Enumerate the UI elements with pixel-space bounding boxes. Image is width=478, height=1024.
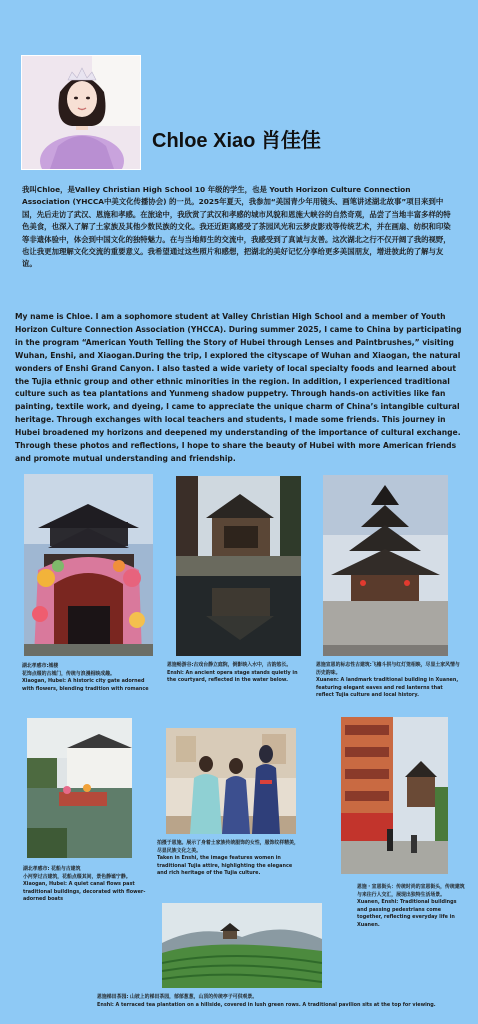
caption-tea-plantation: [97, 994, 437, 1009]
tujia-women-image: [166, 728, 296, 834]
caption-xuanen-street: [357, 884, 465, 930]
portrait-icon: [22, 56, 140, 169]
caption-en: Xiaogan, Hubei: A quiet canal flows past traditional buildings, decorated with flower-adorned boats: [23, 881, 146, 903]
caption-cn-2: 花饰点缀的古城门，传统与浪漫相映成趣。: [22, 670, 115, 677]
caption-en: Taken in Enshi, the image features women in traditional Tujia attire, highlighting the elegance and rich heritage of the Tujia culture.: [157, 855, 293, 877]
profile-photo: [21, 55, 141, 170]
caption-en: Xuanen: A landmark traditional building in Xuanen, featuring elegant eaves and red lanterns that reflect Tujia culture and local history.: [316, 677, 459, 699]
tea-plantation-image: [162, 903, 322, 988]
caption-city-gate: [22, 663, 157, 693]
caption-cn: 湖北孝感市:城楼: [22, 663, 59, 669]
photo-opera-stage: [176, 476, 301, 656]
photo-xuanen-tower: [323, 475, 448, 656]
caption-en: Enshi: A terraced tea plantation on a hillside, covered in lush green rows. A traditional pavilion sits at the top for viewing.: [97, 1001, 436, 1008]
caption-xuanen-tower: [316, 662, 460, 700]
canal-image: [27, 718, 132, 858]
caption-cn: 恩施・宣恩街头：传统时尚的宣恩街头，传统建筑与来往行人交汇，展现出独特生活场景。: [357, 884, 465, 898]
caption-opera-stage: [167, 662, 307, 685]
caption-en: Enshi: An ancient opera stage stands quietly in the courtyard, reflected in the water below.: [167, 669, 298, 684]
caption-cn: 恩施畅游谷:古戏台静立庭院，倒影映入水中，古韵悠长。: [167, 662, 292, 668]
xuanen-street-image: [341, 717, 448, 874]
opera-stage-image: [176, 476, 301, 656]
caption-cn: 恩施宣恩的标志性古建筑:飞檐斗拱与红灯笼相映，尽显土家风情与历史韵味。: [316, 662, 460, 676]
caption-cn: 恩施梯田茶园: 山坡上的梯田茶园，郁郁葱葱，山顶的传统亭子可供观景。: [97, 994, 258, 1000]
caption-cn: 拍摄于恩施。展示了身着土家族传统服饰的女性，服饰纹样精美，尽显民族文化之美。: [157, 840, 299, 854]
caption-cn: 湖北孝感市: 花船与古建筑: [23, 866, 81, 872]
caption-en: Xuanen, Enshi: Traditional buildings and passing pedestrians come together, reflecting everyday life in Xuanen.: [357, 899, 457, 928]
photo-city-gate: [24, 474, 153, 656]
caption-canal: [23, 866, 163, 904]
caption-tujia-women: [157, 840, 303, 878]
xuanen-tower-image: [323, 475, 448, 656]
photo-tea-plantation: [162, 903, 322, 988]
photo-tujia-women: [166, 728, 296, 834]
caption-en: Xiaogan, Hubei: A historic city gate adorned with flowers, blending tradition with romance: [22, 678, 149, 692]
page-title: Chloe Xiao 肖佳佳: [152, 130, 321, 152]
city-gate-image: [24, 474, 153, 656]
caption-cn-2: 小河穿过古建筑，花船点缀其间，景色静谧宁静。: [23, 873, 131, 880]
photo-canal: [27, 718, 132, 858]
intro-chinese: 我叫Chloe，是Valley Christian High School 10 年级的学生，也是 Youth Horizon Culture Connection Association (YHCCA中美文化传播协会) 的一员。2025年夏天，我参加“美国青少年用镜头、画笔讲述湖北故事”项目来到中国，先后走访了武汉、恩施和孝感。在旅途中，我欣赏了武汉和孝感的城市风貌和恩施大峡谷的自然奇观，品尝了当地丰富多样的特色美食，也深入了解了土家族及其他少数民族的文化。我还近距离感受了茶园风光和云梦皮影戏等传统艺术，并在画扇、纺织和印染等非遗体验中，体会到中国文化的独特魅力。在与当地师生的交流中，我感受到了真诚与友善。这次湖北之行不仅开阔了我的视野，也让我更加理解文化交流的重要意义。我希望通过这些照片和感想，把湖北的美好记忆分享给更多美国朋友，增进彼此的了解与友谊。: [22, 185, 451, 269]
photo-xuanen-street: [341, 717, 448, 874]
intro-english: My name is Chloe. I am a sophomore student at Valley Christian High School and a member of Youth Horizon Culture Connection Association (YHCCA). During summer 2025, I came to China by participating in the program “American Youth Telling the Story of Hubei through Lenses and Paintbrushes,” visiting Wuhan, Enshi, and Xiaogan.During the trip, I explored the cityscape of Wuhan and Xiaogan, the natural wonders of Enshi Grand Canyon. I also tasted a wide variety of local specialty foods and learned about the Tujia ethnic group and other ethnic minorities in the region. In addition, I experienced traditional culture such as tea plantations and Yunmeng shadow puppetry. Through hands-on activities like fan painting, textile work, and dyeing, I came to appreciate the unique charm of China’s intangible cultural heritage. Through exchanges with local teachers and students, I made some friends. This journey in Hubei broadened my horizons and deepened my understanding of the importance of cultural exchange. Through these photos and reflections, I hope to share the beauty of Hubei with more American friends and promote mutual understanding and friendship.: [15, 312, 462, 463]
